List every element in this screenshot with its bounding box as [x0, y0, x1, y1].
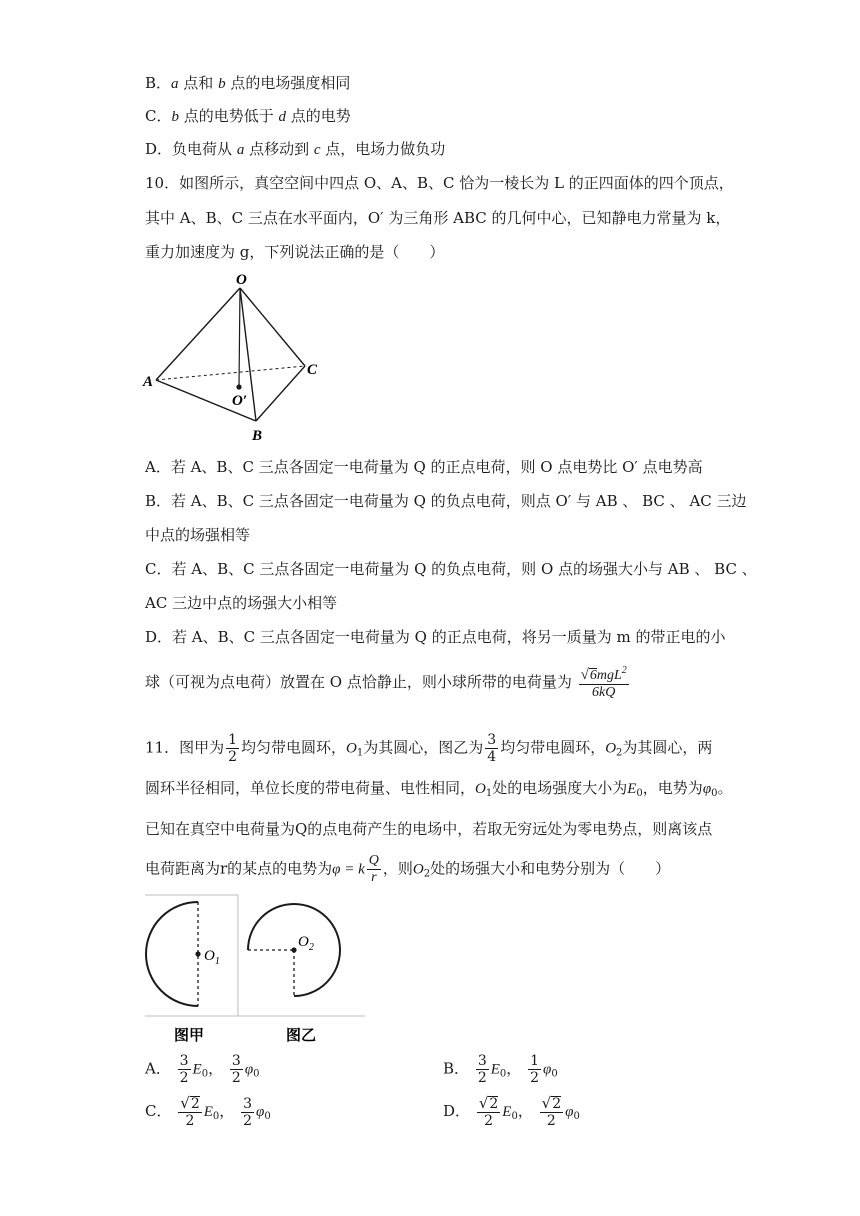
- q10-option-d-line1: D．若 A、B、C 三点各固定一电荷量为 Q 的正点电荷，将另一质量为 m 的带正电的小: [145, 628, 726, 646]
- q10-option-b-line2: 中点的场强相等: [145, 526, 251, 544]
- label-o1: $O_1$: [204, 948, 220, 967]
- q11-stem-line2: 圆环半径相同，单位长度的带电荷量、电性相同，$O_1$处的电场强度大小为$E_0$，电势为$\varphi_0$。: [145, 779, 733, 799]
- q11-option-d: D． √ 2 2 $E_0$， √ 2 2 $\varphi_0$: [443, 1094, 580, 1129]
- label-o: O: [236, 272, 247, 288]
- q11-option-b: B． $\frac{3}{2}$ $E_0$， $\frac{1}{2}$ $\varphi_0$: [443, 1053, 558, 1086]
- q10-option-c-line2: AC 三边中点的场强大小相等: [145, 594, 338, 612]
- edge-bc: [256, 366, 305, 421]
- label-b: B: [252, 428, 263, 444]
- q10-option-b-line1: B．若 A、B、C 三点各固定一电荷量为 Q 的负点电荷，则点 O′ 与 AB 、 BC 、 AC 三边: [145, 492, 747, 510]
- oprime-point: [236, 384, 241, 389]
- q10-option-c-line1: C．若 A、B、C 三点各固定一电荷量为 Q 的负点电荷，则 O 点的场强大小与 AB 、 BC 、: [145, 560, 757, 578]
- q9-option-b: B．a 点和 b 点的电场强度相同: [145, 74, 351, 92]
- q9-option-d: D．负电荷从 a 点移动到 c 点，电场力做负功: [145, 140, 446, 158]
- q11-option-a: A． $\frac{3}{2}$ $E_0$， $\frac{3}{2}$ $\varphi_0$: [145, 1053, 260, 1086]
- q9-option-c: C．b 点的电势低于 d 点的电势: [145, 107, 351, 125]
- edge-oc: [240, 288, 305, 366]
- q10-option-a: A．若 A、B、C 三点各固定一电荷量为 Q 的正点电荷，则 O 点电势比 O′ 点电势高: [145, 458, 703, 476]
- caption-fig-yi: 图乙: [286, 1028, 317, 1044]
- q11-stem-line3: 已知在真空中电荷量为Q的点电荷产生的电场中，若取无穷远处为零电势点，则离该点: [145, 820, 713, 838]
- ring-figures: [140, 890, 370, 1050]
- q11-stem-line1: 11．图甲为 $\frac{1}{2}$ 均匀带电圆环，$O_1$为其圆心，图乙为 $\frac{3}{4}$ 均匀带电圆环，$O_2$为其圆心，两: [145, 732, 713, 765]
- charge-fraction: √ 6 mgL$^2$ 6kQ: [580, 665, 627, 700]
- caption-fig-jia: 图甲: [174, 1028, 205, 1044]
- edge-ac-hidden: [156, 366, 305, 380]
- q11-option-c: C． √ 2 2 $E_0$， $\frac{3}{2}$ $\varphi_0$: [145, 1094, 271, 1129]
- q10-stem-line3: 重力加速度为 g，下列说法正确的是（ ）: [145, 243, 445, 261]
- label-o2: $O_2$: [298, 934, 314, 953]
- label-c: C: [307, 362, 318, 378]
- edge-oa: [156, 288, 240, 380]
- o1-point: [195, 951, 200, 956]
- label-a: A: [143, 374, 154, 390]
- q10-option-d-line2: 球（可视为点电荷）放置在 O 点恰静止，则小球所带的电荷量为 √ 6 mgL$^2$ 6kQ: [145, 665, 627, 700]
- q10-stem-line1: 10．如图所示，真空空间中四点 O、A、B、C 恰为一棱长为 L 的正四面体的四个顶点，: [145, 174, 734, 192]
- q10-stem-line2: 其中 A、B、C 三点在水平面内，O′ 为三角形 ABC 的几何中心，已知静电力常量为 k，: [145, 209, 731, 227]
- o2-point: [291, 947, 296, 952]
- half-ring-arc: [146, 902, 198, 1006]
- q11-stem-line4: 电荷距离为r的某点的电势为φ = k $\frac{Q}{r}$ ，则$O_2$处的场强大小和电势分别为（ ）: [145, 853, 671, 885]
- tetrahedron-figure: [140, 268, 340, 448]
- label-oprime: O′: [232, 393, 248, 409]
